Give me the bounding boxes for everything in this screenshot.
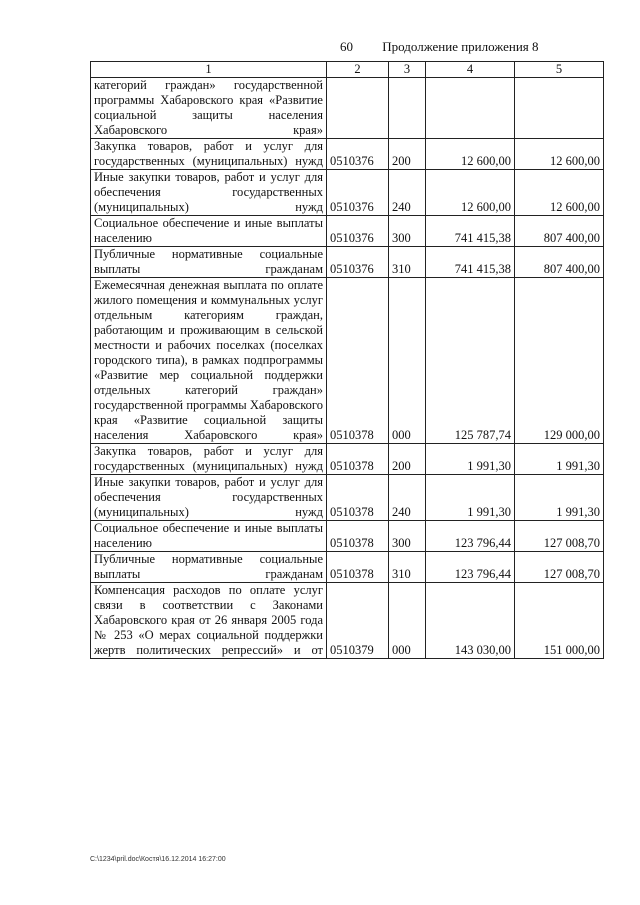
expense-type: 300	[389, 521, 426, 552]
target-code: 0510379	[327, 583, 389, 659]
page-number: 60	[340, 39, 353, 54]
amount-year-1: 1 991,30	[426, 444, 515, 475]
expense-type: 000	[389, 278, 426, 444]
table-row	[91, 170, 604, 216]
amount-year-1: 125 787,74	[426, 278, 515, 444]
expense-type: 300	[389, 216, 426, 247]
expense-type	[389, 78, 426, 139]
amount-year-1: 12 600,00	[426, 170, 515, 216]
target-code	[327, 78, 389, 139]
amount-year-2: 127 008,70	[515, 521, 604, 552]
table-row	[91, 78, 604, 139]
column-header: 5	[515, 62, 604, 78]
table-row	[91, 139, 604, 170]
table-row	[91, 475, 604, 521]
expense-type: 000	[389, 583, 426, 659]
row-description: категорий граждан» государственной программы Хабаровского края «Развитие социальной защиты населения Хабаровского края»	[91, 78, 327, 139]
amount-year-2: 1 991,30	[515, 475, 604, 521]
target-code: 0510378	[327, 444, 389, 475]
table-row	[91, 521, 604, 552]
expense-type: 200	[389, 139, 426, 170]
amount-year-1: 143 030,00	[426, 583, 515, 659]
amount-year-1: 123 796,44	[426, 552, 515, 583]
amount-year-1	[426, 78, 515, 139]
target-code: 0510376	[327, 216, 389, 247]
expense-type: 310	[389, 552, 426, 583]
amount-year-2	[515, 78, 604, 139]
target-code: 0510376	[327, 247, 389, 278]
row-description: Закупка товаров, работ и услуг для государственных (муниципальных) нужд	[91, 444, 327, 475]
table-row	[91, 583, 604, 659]
expense-type: 240	[389, 170, 426, 216]
row-description: Закупка товаров, работ и услуг для государственных (муниципальных) нужд	[91, 139, 327, 170]
row-description: Социальное обеспечение и иные выплаты населению	[91, 521, 327, 552]
column-header: 4	[426, 62, 515, 78]
amount-year-1: 1 991,30	[426, 475, 515, 521]
column-header: 1	[91, 62, 327, 78]
target-code: 0510378	[327, 475, 389, 521]
amount-year-2: 1 991,30	[515, 444, 604, 475]
target-code: 0510376	[327, 170, 389, 216]
expense-type: 310	[389, 247, 426, 278]
target-code: 0510378	[327, 521, 389, 552]
target-code: 0510376	[327, 139, 389, 170]
amount-year-1: 12 600,00	[426, 139, 515, 170]
amount-year-2: 129 000,00	[515, 278, 604, 444]
table-row	[91, 247, 604, 278]
file-path-footer: C:\1234\pril.doc\Костя\16.12.2014 16:27:00	[90, 856, 226, 863]
row-description: Компенсация расходов по оплате услуг связи в соответствии с Законами Хабаровского края от 26 января 2005 года № 253 «О мерах социальной поддержки жертв политических репрессий» и от	[91, 583, 327, 659]
target-code: 0510378	[327, 278, 389, 444]
amount-year-1: 741 415,38	[426, 216, 515, 247]
table-row	[91, 278, 604, 444]
amount-year-2: 127 008,70	[515, 552, 604, 583]
column-header: 2	[327, 62, 389, 78]
row-description: Публичные нормативные социальные выплаты гражданам	[91, 552, 327, 583]
amount-year-2: 151 000,00	[515, 583, 604, 659]
column-number-row	[91, 62, 604, 78]
row-description: Иные закупки товаров, работ и услуг для обеспечения государственных (муниципальных) нужд	[91, 170, 327, 216]
page-header	[340, 39, 539, 55]
budget-table	[90, 61, 604, 659]
table-row	[91, 552, 604, 583]
table-row	[91, 444, 604, 475]
row-description: Иные закупки товаров, работ и услуг для обеспечения государственных (муниципальных) нужд	[91, 475, 327, 521]
amount-year-2: 807 400,00	[515, 216, 604, 247]
target-code: 0510378	[327, 552, 389, 583]
amount-year-2: 12 600,00	[515, 170, 604, 216]
row-description: Ежемесячная денежная выплата по оплате жилого помещения и коммунальных услуг отдельным категориям граждан, работающим и проживающим в сельской местности и рабочих поселках (поселках городского типа), в рамках подпрограммы «Развитие мер социальной поддержки отдельных категорий граждан» государственной программы Хабаровского края «Развитие социальной защиты населения Хабаровского края»	[91, 278, 327, 444]
amount-year-2: 12 600,00	[515, 139, 604, 170]
expense-type: 200	[389, 444, 426, 475]
column-header: 3	[389, 62, 426, 78]
row-description: Социальное обеспечение и иные выплаты населению	[91, 216, 327, 247]
appendix-continuation-title: Продолжение приложения 8	[382, 39, 539, 54]
expense-type: 240	[389, 475, 426, 521]
row-description: Публичные нормативные социальные выплаты гражданам	[91, 247, 327, 278]
amount-year-2: 807 400,00	[515, 247, 604, 278]
table-row	[91, 216, 604, 247]
amount-year-1: 741 415,38	[426, 247, 515, 278]
amount-year-1: 123 796,44	[426, 521, 515, 552]
